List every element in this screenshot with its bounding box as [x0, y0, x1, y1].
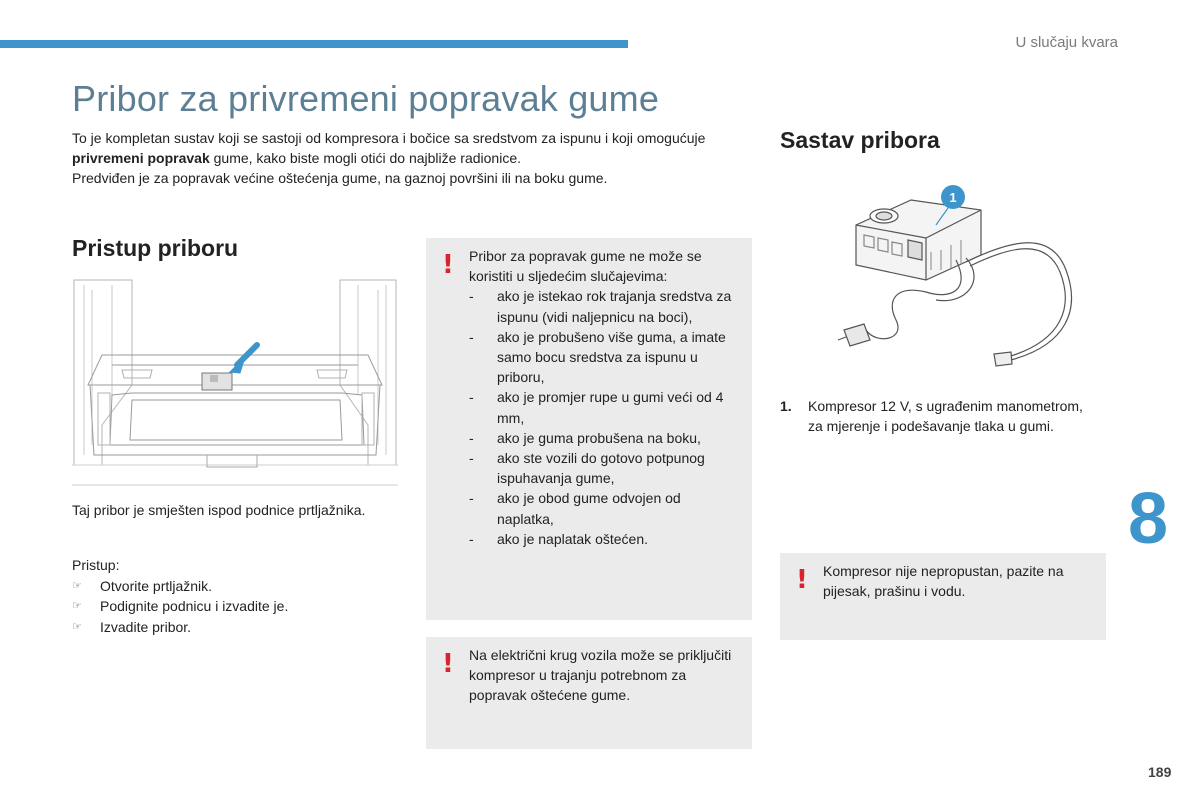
legend-item: [780, 396, 1100, 436]
warning-text: [469, 246, 739, 549]
access-label: Pristup:: [72, 557, 120, 573]
list-item: - ako ste vozili do gotovo potpunog ispuhavanja gume,: [469, 448, 739, 488]
list-item: - ako je guma probušena na boku,: [469, 428, 739, 448]
list-item: - ako je istekao rok trajanja sredstva za ispunu (vidi naljepnicu na boci),: [469, 286, 739, 326]
intro-text-2: gume, kako biste mogli otići do najbliže radionice.: [209, 150, 522, 166]
warning-text: Kompresor nije nepropustan, pazite na pijesak, prašinu i vodu.: [823, 563, 1064, 600]
warning-box-compressor: [780, 553, 1106, 640]
page-number: 189: [1148, 764, 1172, 780]
trunk-caption: Taj pribor je smješten ispod podnice prtljažnika.: [72, 502, 366, 518]
page-title: Pribor za privremeni popravak gume: [72, 78, 660, 119]
list-item: [72, 617, 288, 638]
compressor-illustration: [836, 180, 1086, 375]
list-item: - ako je obod gume odvojen od naplatka,: [469, 488, 739, 528]
callout-number: 1: [949, 190, 957, 205]
list-item: - ako je probušeno više guma, a imate samo bocu sredstva za ispunu u priboru,: [469, 327, 739, 388]
list-item-text: ako je istekao rok trajanja sredstva za ispunu (vidi naljepnicu na boci),: [497, 288, 732, 325]
step-text: Podignite podnicu i izvadite je.: [100, 598, 289, 614]
warning-box-restrictions: [426, 238, 752, 620]
intro-bold: privremeni popravak: [72, 150, 210, 166]
list-item: - ako je naplatak oštećen.: [469, 529, 739, 549]
pointing-hand-icon: ☞: [72, 579, 82, 592]
intro-paragraph: [72, 128, 712, 188]
access-steps: [72, 555, 288, 637]
warning-icon: !: [442, 649, 454, 679]
chapter-number: 8: [1128, 479, 1169, 559]
access-heading: Pristup priboru: [72, 235, 239, 261]
list-item-text: ako ste vozili do gotovo potpunog ispuhavanja gume,: [497, 450, 705, 487]
warning-icon: !: [442, 250, 454, 280]
list-item: [72, 596, 288, 617]
list-item-text: ako je promjer rupe u gumi veći od 4 mm,: [497, 389, 724, 426]
list-item-text: ako je obod gume odvojen od naplatka,: [497, 490, 681, 527]
section-name: U slučaju kvara: [1015, 34, 1118, 51]
intro-text-1: To je kompletan sustav koji se sastoji od kompresora i bočice sa sredstvom za ispunu i koji omogućuje: [72, 130, 706, 146]
pointing-hand-icon: ☞: [72, 600, 82, 612]
warning-box-electric: [426, 637, 752, 749]
step-text: Otvorite prtljažnik.: [100, 577, 213, 594]
list-item-text: ako je naplatak oštećen.: [497, 530, 648, 547]
trunk-illustration: [72, 275, 398, 493]
warning-intro: Pribor za popravak gume ne može se koristiti u sljedećim slučajevima:: [469, 248, 702, 285]
list-item-text: ako je guma probušena na boku,: [497, 429, 701, 446]
top-accent-bar: [0, 40, 628, 48]
warning-list: [469, 286, 739, 549]
list-item: - ako je promjer rupe u gumi veći od 4 mm,: [469, 387, 739, 427]
warning-text: Na električni krug vozila može se priključiti kompresor u trajanju potrebnom za popravak oštećene gume.: [469, 647, 732, 704]
list-item-text: ako je probušeno više guma, a imate samo bocu sredstva za ispunu u priboru,: [497, 328, 726, 386]
step-text: Izvadite pribor.: [100, 618, 192, 635]
pointing-hand-icon: ☞: [72, 620, 82, 633]
legend-number: 1.: [780, 398, 792, 414]
legend-text: Kompresor 12 V, s ugrađenim manometrom, za mjerenje i podešavanje tlaka u gumi.: [808, 398, 1083, 434]
warning-icon: !: [796, 565, 808, 595]
kit-contents-heading: Sastav pribora: [780, 127, 940, 153]
intro-text-3: Predviđen je za popravak većine oštećenja gume, na gaznoj površini ili na boku gume.: [72, 170, 608, 186]
list-item: [72, 576, 288, 597]
